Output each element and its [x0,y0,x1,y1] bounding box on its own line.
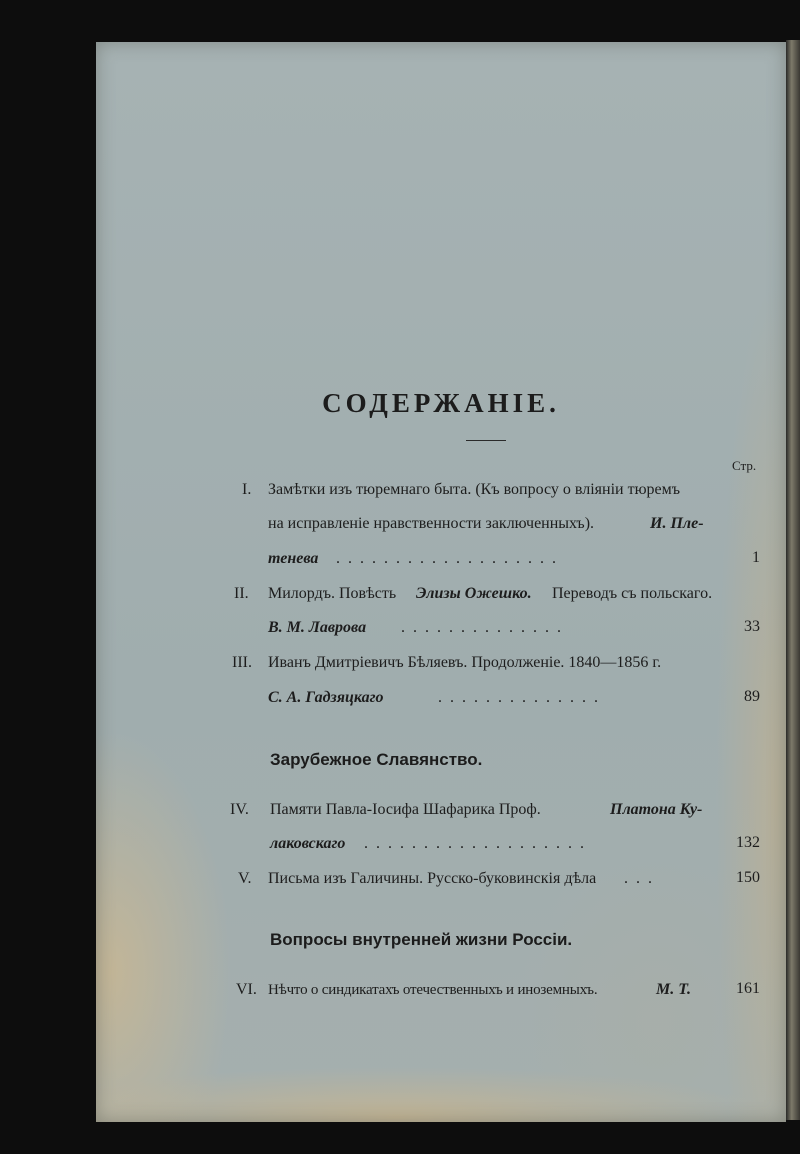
title-rule [466,440,506,441]
item-6-page: 161 [736,980,760,997]
item-1-title-line2: на исправленіе нравственности заключенныхъ). [268,515,595,532]
item-1-title-line1: Замѣтки изъ тюремнаго быта. (Къ вопросу о вліяніи тюремъ [268,481,681,498]
item-1-roman: I. [242,481,252,498]
item-2-title-a: Милордъ. Повѣсть [268,585,397,602]
item-3-author: С. А. Гадзяцкаго [268,689,384,706]
item-2-title-b: Переводъ съ польскаго. [552,585,713,602]
item-4-leader-dots: . . . . . . . . . . . . . . . . . . . [364,835,586,852]
item-1-author-a: И. Пле- [650,515,704,532]
item-6-title: Нѣчто о синдикатахъ отечественныхъ и иноземныхъ. [268,982,598,998]
item-5-roman: V. [238,870,252,887]
item-4-title: Памяти Павла-Іосифа Шафарика Проф. [270,801,541,818]
item-5-page: 150 [736,869,760,886]
item-1-leader-dots: . . . . . . . . . . . . . . . . . . . [336,550,558,567]
item-5-title: Письма изъ Галичины. Русско-буковинскія дѣла [268,870,597,887]
item-3-page: 89 [744,688,760,705]
item-5-leader-dots: . . . [624,870,654,887]
item-1-page: 1 [752,549,760,566]
page-title: СОДЕРЖАНІЕ. [322,388,560,418]
item-3-leader-dots: . . . . . . . . . . . . . . [438,689,600,706]
item-6-roman: VI. [236,981,257,998]
item-4-roman: IV. [230,801,249,818]
item-3-roman: III. [232,654,252,671]
item-4-author-b: лаковскаго [270,835,346,852]
item-2-roman: II. [234,585,249,602]
item-2-title-author: Элизы Ожешко. [416,585,532,602]
item-1-author-b: тенева [268,550,319,567]
item-3-title: Иванъ Дмитріевичъ Бѣляевъ. Продолженіе. 1840—1856 г. [268,654,662,671]
document-page [96,42,786,1122]
page-edge [786,40,800,1120]
item-6-author: М. Т. [656,981,691,998]
section-heading-internal-russia: Вопросы внутренней жизни Россіи. [270,930,573,949]
item-4-author-a: Платона Ку- [610,801,703,818]
item-4-page: 132 [736,834,760,851]
item-2-leader-dots: . . . . . . . . . . . . . . [401,619,563,636]
item-2-page: 33 [744,618,760,635]
section-heading-foreign-slavdom: Зарубежное Славянство. [270,750,483,769]
item-2-author: В. М. Лаврова [268,619,367,636]
page-column-header: Стр. [732,458,757,473]
